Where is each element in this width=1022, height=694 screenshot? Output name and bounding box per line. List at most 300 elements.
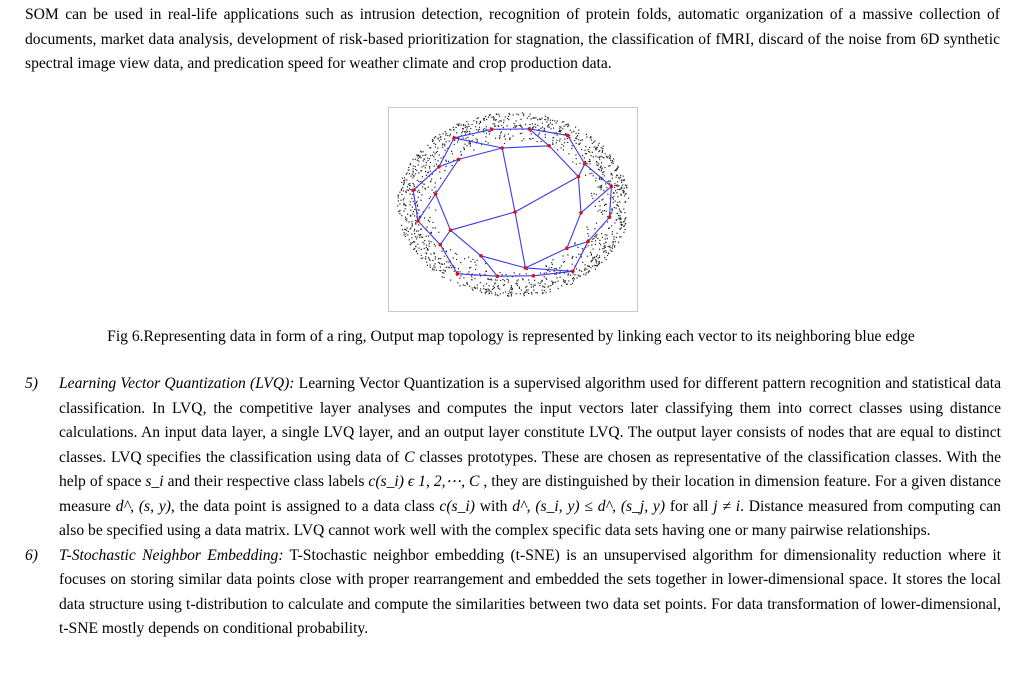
data-point [424,188,425,189]
data-point [544,119,545,120]
data-point [585,161,586,162]
data-point [563,145,564,146]
data-point [497,294,498,295]
data-point [572,264,573,265]
data-point [499,289,500,290]
data-point [610,181,611,182]
map-node [479,254,483,258]
data-point [473,149,474,150]
map-node [566,134,570,138]
data-point [410,244,411,245]
data-point [604,243,605,244]
data-point [412,225,413,226]
data-point [457,124,458,125]
data-point [419,216,420,217]
data-point [460,151,461,152]
data-point [609,246,610,247]
data-point [443,270,444,271]
data-point [485,141,486,142]
data-point [498,125,499,126]
data-point [617,233,618,234]
data-point [459,285,460,286]
data-point [508,116,509,117]
data-point [594,265,595,266]
data-point [406,233,407,234]
data-point [461,155,462,156]
map-node [456,272,460,276]
data-point [415,173,416,174]
data-point [426,252,427,253]
data-point [454,271,455,272]
data-point [601,262,602,263]
som-ring-plot [389,108,637,311]
math-expression: s_i [145,473,164,490]
data-point [596,149,597,150]
data-point [531,284,532,285]
data-point [563,149,564,150]
data-point [552,144,553,145]
data-point [503,292,504,293]
data-point [494,287,495,288]
data-point [508,293,509,294]
data-point [399,192,400,193]
data-point [469,286,470,287]
data-point [426,175,427,176]
data-point [481,292,482,293]
data-point [513,114,514,115]
data-point [499,137,500,138]
data-point [559,128,560,129]
math-expression: c(s_i) ϵ 1, 2,⋯, C [368,473,480,490]
data-point [519,287,520,288]
data-point [434,244,435,245]
data-point [486,291,487,292]
data-point [578,254,579,255]
data-point [496,113,497,114]
data-point [430,171,431,172]
data-point [596,261,597,262]
data-point [489,293,490,294]
data-point [473,135,474,136]
item-text: classes prototypes. These are chosen as representative of the classification classes. With the help of space [59,448,1001,490]
data-point [597,238,598,239]
data-point [548,286,549,287]
data-point [543,286,544,287]
data-point [578,275,579,276]
data-point [505,139,506,140]
data-point [400,210,401,211]
data-point [612,161,613,162]
data-point [436,152,437,153]
data-point [615,241,616,242]
data-point [468,257,469,258]
data-point [559,130,560,131]
data-point [573,280,574,281]
data-point [554,268,555,269]
data-point [433,156,434,157]
data-point [440,137,441,138]
data-point [523,294,524,295]
data-point [532,123,533,124]
data-point [552,264,553,265]
data-point [449,141,450,142]
data-point [438,258,439,259]
data-point [549,267,550,268]
item-text: , they are distinguished by their location in dimension feature. For a given distance measure [59,473,1001,515]
data-point [513,135,514,136]
data-point [601,189,602,190]
data-point [421,249,422,250]
data-point [445,166,446,167]
data-point [478,117,479,118]
data-point [544,276,545,277]
data-point [460,262,461,263]
data-point [467,284,468,285]
data-point [439,171,440,172]
data-point [500,120,501,121]
data-point [413,241,414,242]
data-point [425,167,426,168]
data-point [592,143,593,144]
data-point [416,231,417,232]
data-point [433,192,434,193]
data-point [438,160,439,161]
data-point [428,220,429,221]
data-point [592,198,593,199]
data-point [527,118,528,119]
data-point [486,289,487,290]
data-point [608,253,609,254]
data-point [541,141,542,142]
data-point [605,250,606,251]
data-point [574,278,575,279]
data-point [611,225,612,226]
data-point [423,160,424,161]
data-point [567,142,568,143]
data-point [602,214,603,215]
som-ring-figure [388,107,638,312]
data-point [403,190,404,191]
data-point [602,174,603,175]
data-point [620,177,621,178]
data-point [405,236,406,237]
map-node [457,158,461,162]
data-point [523,138,524,139]
data-point [404,204,405,205]
data-point [606,252,607,253]
data-point [628,198,629,199]
data-point [591,173,592,174]
map-edge [515,212,525,268]
data-point [485,263,486,264]
data-point [611,162,612,163]
data-point [518,279,519,280]
data-point [419,235,420,236]
data-point [577,135,578,136]
data-point [403,211,404,212]
data-point [591,241,592,242]
data-point [514,125,515,126]
data-point [465,125,466,126]
data-point [415,166,416,167]
data-point [408,231,409,232]
data-point [600,244,601,245]
data-point [534,280,535,281]
data-point [432,222,433,223]
data-point [555,282,556,283]
data-point [429,147,430,148]
data-point [480,290,481,291]
data-point [567,254,568,255]
data-point [565,280,566,281]
data-point [565,124,566,125]
map-node [524,266,528,270]
data-point [590,137,591,138]
data-point [620,175,621,176]
data-point [615,200,616,201]
data-point [472,124,473,125]
data-point [585,268,586,269]
data-point [503,122,504,123]
data-point [458,268,459,269]
data-point [535,124,536,125]
data-point [604,210,605,211]
data-point [620,215,621,216]
data-point [531,287,532,288]
data-point [458,125,459,126]
data-point [439,140,440,141]
data-point [430,232,431,233]
data-point [599,261,600,262]
data-point [522,279,523,280]
data-point [464,144,465,145]
data-point [595,147,596,148]
data-point [619,178,620,179]
data-point [556,142,557,143]
data-point [529,282,530,283]
data-point [452,165,453,166]
data-point [531,292,532,293]
data-point [606,259,607,260]
data-point [589,152,590,153]
data-point [504,136,505,137]
data-point [605,204,606,205]
data-point [429,168,430,169]
data-point [516,293,517,294]
data-point [408,221,409,222]
data-point [516,114,517,115]
data-point [398,197,399,198]
data-point [546,279,547,280]
data-point [404,198,405,199]
data-point [614,207,615,208]
map-edge [457,274,497,276]
item-text: T-Stochastic neighbor embedding (t-SNE) is an unsupervised algorithm for dimensionality reduction where it focuses on storing similar data points close with proper rearrangement and embedded the sets together in lower-dimensional space. It stores the local data structure using t-distribution to calculate and compute the similarities between two data set points. For data transformation of lower-dimensional, t-SNE mostly depends on conditional probability. [59,546,1002,637]
data-point [403,184,404,185]
data-point [565,133,566,134]
data-point [472,140,473,141]
data-point [585,153,586,154]
data-point [435,246,436,247]
map-edge [451,230,481,256]
data-point [403,203,404,204]
data-point [428,257,429,258]
data-point [544,128,545,129]
data-point [582,262,583,263]
data-point [587,229,588,230]
math-expression: d^, (s_i, y) ≤ d^, (s_j, y) [512,497,666,515]
data-point [416,251,417,252]
data-point [450,249,451,250]
data-point [611,174,612,175]
data-point [550,289,551,290]
data-point [592,258,593,259]
data-point [590,163,591,164]
data-point [475,126,476,127]
data-point [466,126,467,127]
data-point [442,147,443,148]
data-point [617,189,618,190]
data-point [436,164,437,165]
data-point [486,129,487,130]
data-point [479,127,480,128]
map-edge [585,164,612,187]
data-point [562,128,563,129]
data-point [434,137,435,138]
data-point [603,252,604,253]
data-point [611,251,612,252]
data-point [414,241,415,242]
data-point [599,143,600,144]
data-point [419,248,420,249]
data-point [410,163,411,164]
data-point [453,257,454,258]
data-point [616,192,617,193]
data-point [444,170,445,171]
data-point [460,271,461,272]
data-point [623,192,624,193]
data-point [542,286,543,287]
data-point [430,196,431,197]
data-point [430,267,431,268]
data-point [414,230,415,231]
data-point [468,124,469,125]
data-point [557,135,558,136]
data-point [557,149,558,150]
data-point [489,285,490,286]
map-node [610,185,614,189]
data-point [426,236,427,237]
data-point [508,279,509,280]
data-point [586,153,587,154]
data-point [402,229,403,230]
data-point [571,132,572,133]
data-point [398,211,399,212]
data-point [469,143,470,144]
data-point [453,127,454,128]
map-edge [418,194,436,221]
data-point [493,119,494,120]
data-point [586,136,587,137]
data-point [434,187,435,188]
data-point [405,219,406,220]
data-point [401,215,402,216]
data-point [590,136,591,137]
map-node [434,192,438,196]
data-point [401,190,402,191]
data-point [552,284,553,285]
data-point [429,158,430,159]
data-point [435,227,436,228]
data-point [550,122,551,123]
map-edge [567,213,581,248]
data-point [533,286,534,287]
data-point [618,185,619,186]
data-point [430,265,431,266]
data-point [604,257,605,258]
data-point [570,275,571,276]
data-point [465,127,466,128]
data-point [442,144,443,145]
data-point [612,245,613,246]
data-point [521,127,522,128]
data-point [500,280,501,281]
data-point [537,125,538,126]
data-point [467,137,468,138]
data-point [412,213,413,214]
data-point [617,166,618,167]
data-point [450,265,451,266]
data-point [520,133,521,134]
data-point [414,233,415,234]
data-point [513,127,514,128]
data-point [604,175,605,176]
data-point [447,135,448,136]
item-title: T-Stochastic Neighbor Embedding: [59,546,284,564]
data-point [466,145,467,146]
data-point [410,210,411,211]
data-point [413,159,414,160]
data-point [563,121,564,122]
data-point [544,273,545,274]
data-point [526,290,527,291]
data-point [604,251,605,252]
data-point [428,187,429,188]
data-point [550,291,551,292]
data-point [409,239,410,240]
data-point [438,138,439,139]
data-point [498,114,499,115]
data-point [406,192,407,193]
data-point [427,145,428,146]
data-point [562,122,563,123]
data-point [620,236,621,237]
data-point [432,227,433,228]
data-point [611,212,612,213]
data-point [412,177,413,178]
data-point [552,120,553,121]
data-point [509,139,510,140]
data-point [552,142,553,143]
data-point [495,279,496,280]
data-point [571,148,572,149]
data-point [621,227,622,228]
data-point [419,237,420,238]
data-point [616,208,617,209]
data-point [605,242,606,243]
data-point [597,254,598,255]
data-point [474,262,475,263]
